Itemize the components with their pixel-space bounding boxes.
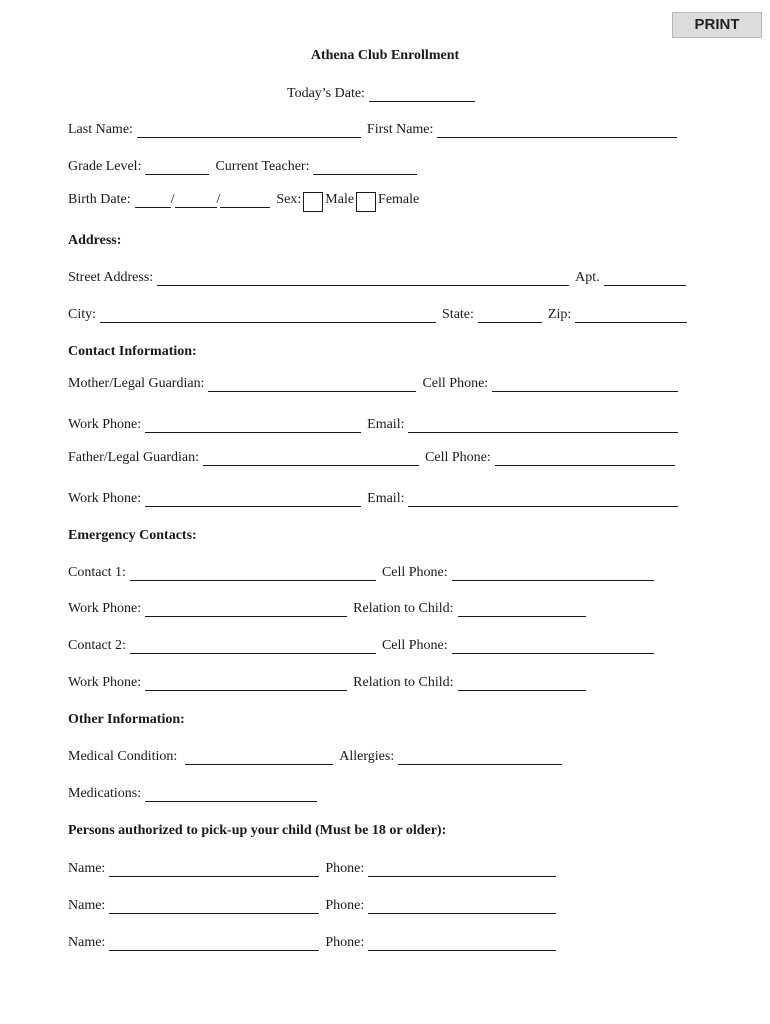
medications-label: Medications: bbox=[68, 786, 142, 801]
pickup2-name-field[interactable] bbox=[109, 900, 319, 914]
birth-month-field[interactable] bbox=[135, 194, 171, 208]
birth-day-field[interactable] bbox=[175, 194, 217, 208]
contact2-relation-field[interactable] bbox=[458, 677, 586, 691]
pickup2-name-label: Name: bbox=[68, 898, 106, 913]
name-row bbox=[68, 118, 683, 138]
address-heading bbox=[68, 229, 121, 249]
pickup-row-2 bbox=[68, 894, 562, 914]
address-heading-label: Address: bbox=[68, 233, 122, 248]
father-cell-phone-label: Cell Phone: bbox=[425, 450, 491, 465]
contact1-row bbox=[68, 561, 660, 581]
current-teacher-field[interactable] bbox=[313, 161, 417, 175]
contact2-work-phone-label: Work Phone: bbox=[68, 675, 142, 690]
mother-row bbox=[68, 372, 684, 392]
pickup1-name-field[interactable] bbox=[109, 863, 319, 877]
pickup-heading bbox=[68, 819, 446, 839]
medical-row bbox=[68, 745, 568, 765]
contact1-work-phone-field[interactable] bbox=[145, 603, 347, 617]
father-cell-phone-field[interactable] bbox=[495, 452, 675, 466]
father-row bbox=[68, 446, 681, 466]
todays-date-field[interactable] bbox=[369, 88, 475, 102]
street-address-field[interactable] bbox=[157, 272, 569, 286]
contact1-work-row bbox=[68, 597, 592, 617]
todays-date-label: Today’s Date: bbox=[287, 86, 365, 101]
grade-level-field[interactable] bbox=[145, 161, 209, 175]
other-heading bbox=[68, 708, 185, 728]
allergies-field[interactable] bbox=[398, 751, 562, 765]
allergies-label: Allergies: bbox=[339, 749, 395, 764]
apt-field[interactable] bbox=[604, 272, 686, 286]
pickup3-name-field[interactable] bbox=[109, 937, 319, 951]
birth-row: Birth Date: / / Sex: Male Female bbox=[68, 188, 419, 208]
father-work-phone-field[interactable] bbox=[145, 493, 361, 507]
contact2-work-row bbox=[68, 671, 592, 691]
mother-work-row bbox=[68, 413, 684, 433]
grade-row bbox=[68, 155, 423, 175]
father-guardian-label: Father/Legal Guardian: bbox=[68, 450, 200, 465]
father-work-row bbox=[68, 487, 684, 507]
mother-guardian-field[interactable] bbox=[208, 378, 416, 392]
male-checkbox[interactable] bbox=[303, 192, 323, 212]
state-field[interactable] bbox=[478, 309, 542, 323]
zip-field[interactable] bbox=[575, 309, 687, 323]
other-heading-label: Other Information: bbox=[68, 712, 185, 727]
pickup1-phone-label: Phone: bbox=[325, 861, 365, 876]
mother-cell-phone-label: Cell Phone: bbox=[422, 376, 489, 391]
todays-date-row bbox=[287, 82, 481, 102]
pickup3-name-label: Name: bbox=[68, 935, 106, 950]
contact2-row bbox=[68, 634, 660, 654]
pickup3-phone-field[interactable] bbox=[368, 937, 556, 951]
medications-row bbox=[68, 782, 323, 802]
pickup1-phone-field[interactable] bbox=[368, 863, 556, 877]
pickup-heading-label: Persons authorized to pick-up your child (Must be 18 or older): bbox=[68, 823, 447, 838]
contact1-field[interactable] bbox=[130, 567, 376, 581]
pickup1-name-label: Name: bbox=[68, 861, 106, 876]
contact1-cell-phone-field[interactable] bbox=[452, 567, 654, 581]
medical-condition-label: Medical Condition: bbox=[68, 749, 178, 764]
contact1-relation-field[interactable] bbox=[458, 603, 586, 617]
street-row bbox=[68, 266, 692, 286]
grade-level-label: Grade Level: bbox=[68, 159, 142, 174]
street-address-label: Street Address: bbox=[68, 270, 154, 285]
form-title: Athena Club Enrollment bbox=[310, 48, 460, 63]
father-email-field[interactable] bbox=[408, 493, 678, 507]
state-label: State: bbox=[442, 307, 474, 322]
contact1-label: Contact 1: bbox=[68, 565, 126, 580]
pickup3-phone-label: Phone: bbox=[325, 935, 365, 950]
apt-label: Apt. bbox=[575, 270, 600, 285]
birth-date-label: Birth Date: bbox=[68, 192, 131, 207]
father-email-label: Email: bbox=[367, 491, 405, 506]
first-name-field[interactable] bbox=[437, 124, 677, 138]
contact-heading-label: Contact Information: bbox=[68, 344, 197, 359]
emergency-heading bbox=[68, 524, 197, 544]
mother-cell-phone-field[interactable] bbox=[492, 378, 678, 392]
city-row bbox=[68, 303, 693, 323]
contact1-relation-label: Relation to Child: bbox=[353, 601, 454, 616]
father-guardian-field[interactable] bbox=[203, 452, 419, 466]
mother-work-phone-field[interactable] bbox=[145, 419, 361, 433]
contact2-label: Contact 2: bbox=[68, 638, 126, 653]
medical-condition-field[interactable] bbox=[185, 751, 333, 765]
first-name-label: First Name: bbox=[366, 122, 434, 137]
contact2-work-phone-field[interactable] bbox=[145, 677, 347, 691]
mother-email-label: Email: bbox=[367, 417, 405, 432]
pickup-row-1 bbox=[68, 857, 562, 877]
contact1-cell-phone-label: Cell Phone: bbox=[381, 565, 448, 580]
contact2-field[interactable] bbox=[130, 640, 376, 654]
last-name-label: Last Name: bbox=[68, 122, 133, 137]
birth-year-field[interactable] bbox=[220, 194, 270, 208]
female-label: Female bbox=[378, 192, 420, 207]
mother-work-phone-label: Work Phone: bbox=[68, 417, 142, 432]
last-name-field[interactable] bbox=[137, 124, 361, 138]
current-teacher-label: Current Teacher: bbox=[215, 159, 310, 174]
pickup2-phone-field[interactable] bbox=[368, 900, 556, 914]
sex-label: Sex: bbox=[276, 192, 302, 207]
pickup2-phone-label: Phone: bbox=[325, 898, 365, 913]
contact2-cell-phone-field[interactable] bbox=[452, 640, 654, 654]
city-field[interactable] bbox=[100, 309, 436, 323]
medications-field[interactable] bbox=[145, 788, 317, 802]
contact2-relation-label: Relation to Child: bbox=[353, 675, 454, 690]
male-label: Male bbox=[325, 192, 355, 207]
female-checkbox[interactable] bbox=[356, 192, 376, 212]
print-button[interactable]: PRINT bbox=[672, 12, 762, 38]
emergency-heading-label: Emergency Contacts: bbox=[68, 528, 197, 543]
zip-label: Zip: bbox=[547, 307, 572, 322]
contact1-work-phone-label: Work Phone: bbox=[68, 601, 142, 616]
city-label: City: bbox=[68, 307, 97, 322]
contact2-cell-phone-label: Cell Phone: bbox=[381, 638, 448, 653]
pickup-row-3 bbox=[68, 931, 562, 951]
mother-email-field[interactable] bbox=[408, 419, 678, 433]
father-work-phone-label: Work Phone: bbox=[68, 491, 142, 506]
mother-guardian-label: Mother/Legal Guardian: bbox=[68, 376, 205, 391]
contact-heading bbox=[68, 340, 197, 360]
